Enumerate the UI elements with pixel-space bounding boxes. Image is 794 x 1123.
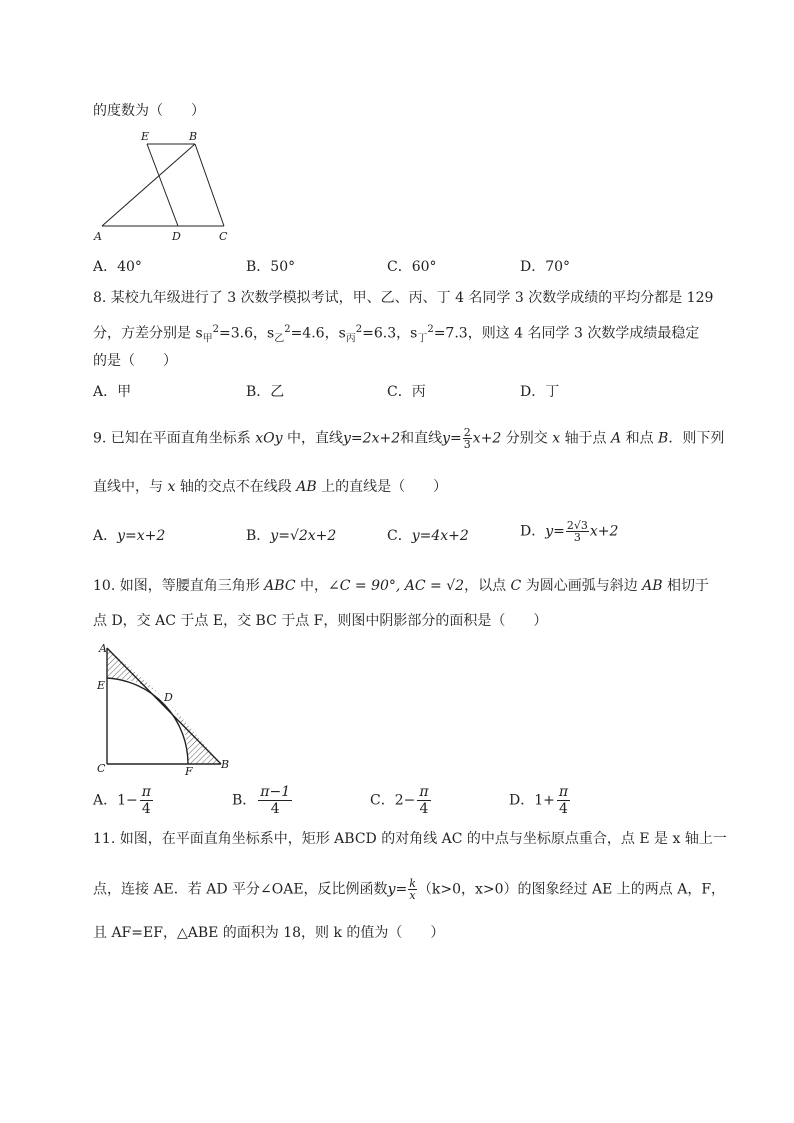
q11-line1: 11. 如图，在平面直角坐标系中，矩形 ABCD 的对角线 AC 的中点与坐标原点重合，点 E 是 x 轴上一 bbox=[93, 831, 727, 847]
q11-line2: 点，连接 AE．若 AD 平分∠OAE，反比例函数y= $\frac{k}{x}$ （k>0，x>0）的图象经过 AE 上的两点 A，F， bbox=[93, 877, 726, 902]
q10-label-f: F bbox=[185, 765, 193, 778]
q7-label-a: A bbox=[94, 230, 102, 243]
q10-label-d: D bbox=[164, 691, 173, 704]
q10-shaded-region-bottom bbox=[166, 699, 221, 764]
q8-option-c[interactable]: C．丙 bbox=[387, 384, 426, 400]
q7-segment-ed bbox=[147, 144, 178, 226]
q7-option-c[interactable]: C．60° bbox=[387, 259, 437, 275]
q8-option-b[interactable]: B．乙 bbox=[246, 384, 285, 400]
q7-segment-ab bbox=[102, 144, 195, 226]
q10-arc-ef bbox=[107, 678, 188, 764]
q11-line3: 且 AF=EF，△ABE 的面积为 18，则 k 的值为（ ） bbox=[93, 925, 445, 941]
q10-figure bbox=[93, 640, 238, 778]
q8-option-d[interactable]: D．丁 bbox=[520, 384, 560, 400]
q9-line2: 直线中，与 x 轴的交点不在线段 AB 上的直线是（ ） bbox=[93, 479, 448, 495]
q10-option-b[interactable]: B． $\frac{\pi-1}{4}$ bbox=[232, 784, 291, 817]
q7-text: 的度数为（ ） bbox=[93, 103, 205, 119]
q10-option-d[interactable]: D．1+ $\frac{\pi}{4}$ bbox=[509, 784, 569, 817]
q8-option-a[interactable]: A．甲 bbox=[93, 384, 132, 400]
q7-option-d[interactable]: D．70° bbox=[520, 259, 571, 275]
q7-label-b: B bbox=[189, 130, 198, 143]
q7-label-e: E bbox=[141, 130, 150, 143]
q7-option-a[interactable]: A．40° bbox=[93, 259, 142, 275]
q8-line2: 分，方差分别是 $s_甲^2=3.6$，$s_乙^2=4.6$，$s_丙^2=6.3$，$s_丁^2=7.3$，则这 4 名同学 3 次数学成绩最稳定 bbox=[93, 324, 700, 345]
q9-option-a[interactable]: A．y=x+2 bbox=[93, 528, 166, 544]
q9-option-c[interactable]: C．y=4x+2 bbox=[387, 528, 469, 544]
q10-label-b: B bbox=[221, 758, 230, 771]
q10-option-a[interactable]: A．1− $\frac{\pi}{4}$ bbox=[93, 784, 151, 817]
q8-line1: 8. 某校九年级进行了 3 次数学模拟考试，甲、乙、丙、丁 4 名同学 3 次数学成绩的平均分都是 129 bbox=[93, 290, 714, 306]
q7-option-b[interactable]: B．50° bbox=[246, 259, 296, 275]
q10-label-a: A bbox=[99, 642, 107, 655]
q9-option-d[interactable]: D．y= $\frac{2√3}{3}$ x+2 bbox=[520, 519, 619, 544]
q9-line1: 9. 已知在平面直角坐标系 xOy 中，直线y=2x+2和直线y= $\frac{2}{3}$ x+2 分别交 x 轴于点 A 和点 B．则下列 bbox=[93, 426, 725, 451]
q10-label-e: E bbox=[97, 679, 106, 692]
q10-line2: 点 D，交 AC 于点 E，交 BC 于点 F，则图中阴影部分的面积是（ ） bbox=[93, 613, 548, 629]
q10-shaded-region-top bbox=[107, 648, 166, 699]
q7-segment-bc bbox=[195, 144, 224, 226]
q8-line3: 的是（ ） bbox=[93, 353, 177, 369]
q9-option-b[interactable]: B．y=√2x+2 bbox=[246, 528, 337, 544]
q10-label-c: C bbox=[97, 762, 106, 775]
q7-label-d: D bbox=[172, 230, 181, 243]
q7-label-c: C bbox=[219, 230, 228, 243]
q10-line1: 10. 如图，等腰直角三角形 ABC 中，∠C = 90°, AC = √2，以点 C 为圆心画弧与斜边 AB 相切于 bbox=[93, 578, 710, 594]
q10-option-c[interactable]: C．2− $\frac{\pi}{4}$ bbox=[370, 784, 429, 817]
q7-figure bbox=[90, 128, 240, 244]
q10-side-ab bbox=[107, 648, 221, 764]
